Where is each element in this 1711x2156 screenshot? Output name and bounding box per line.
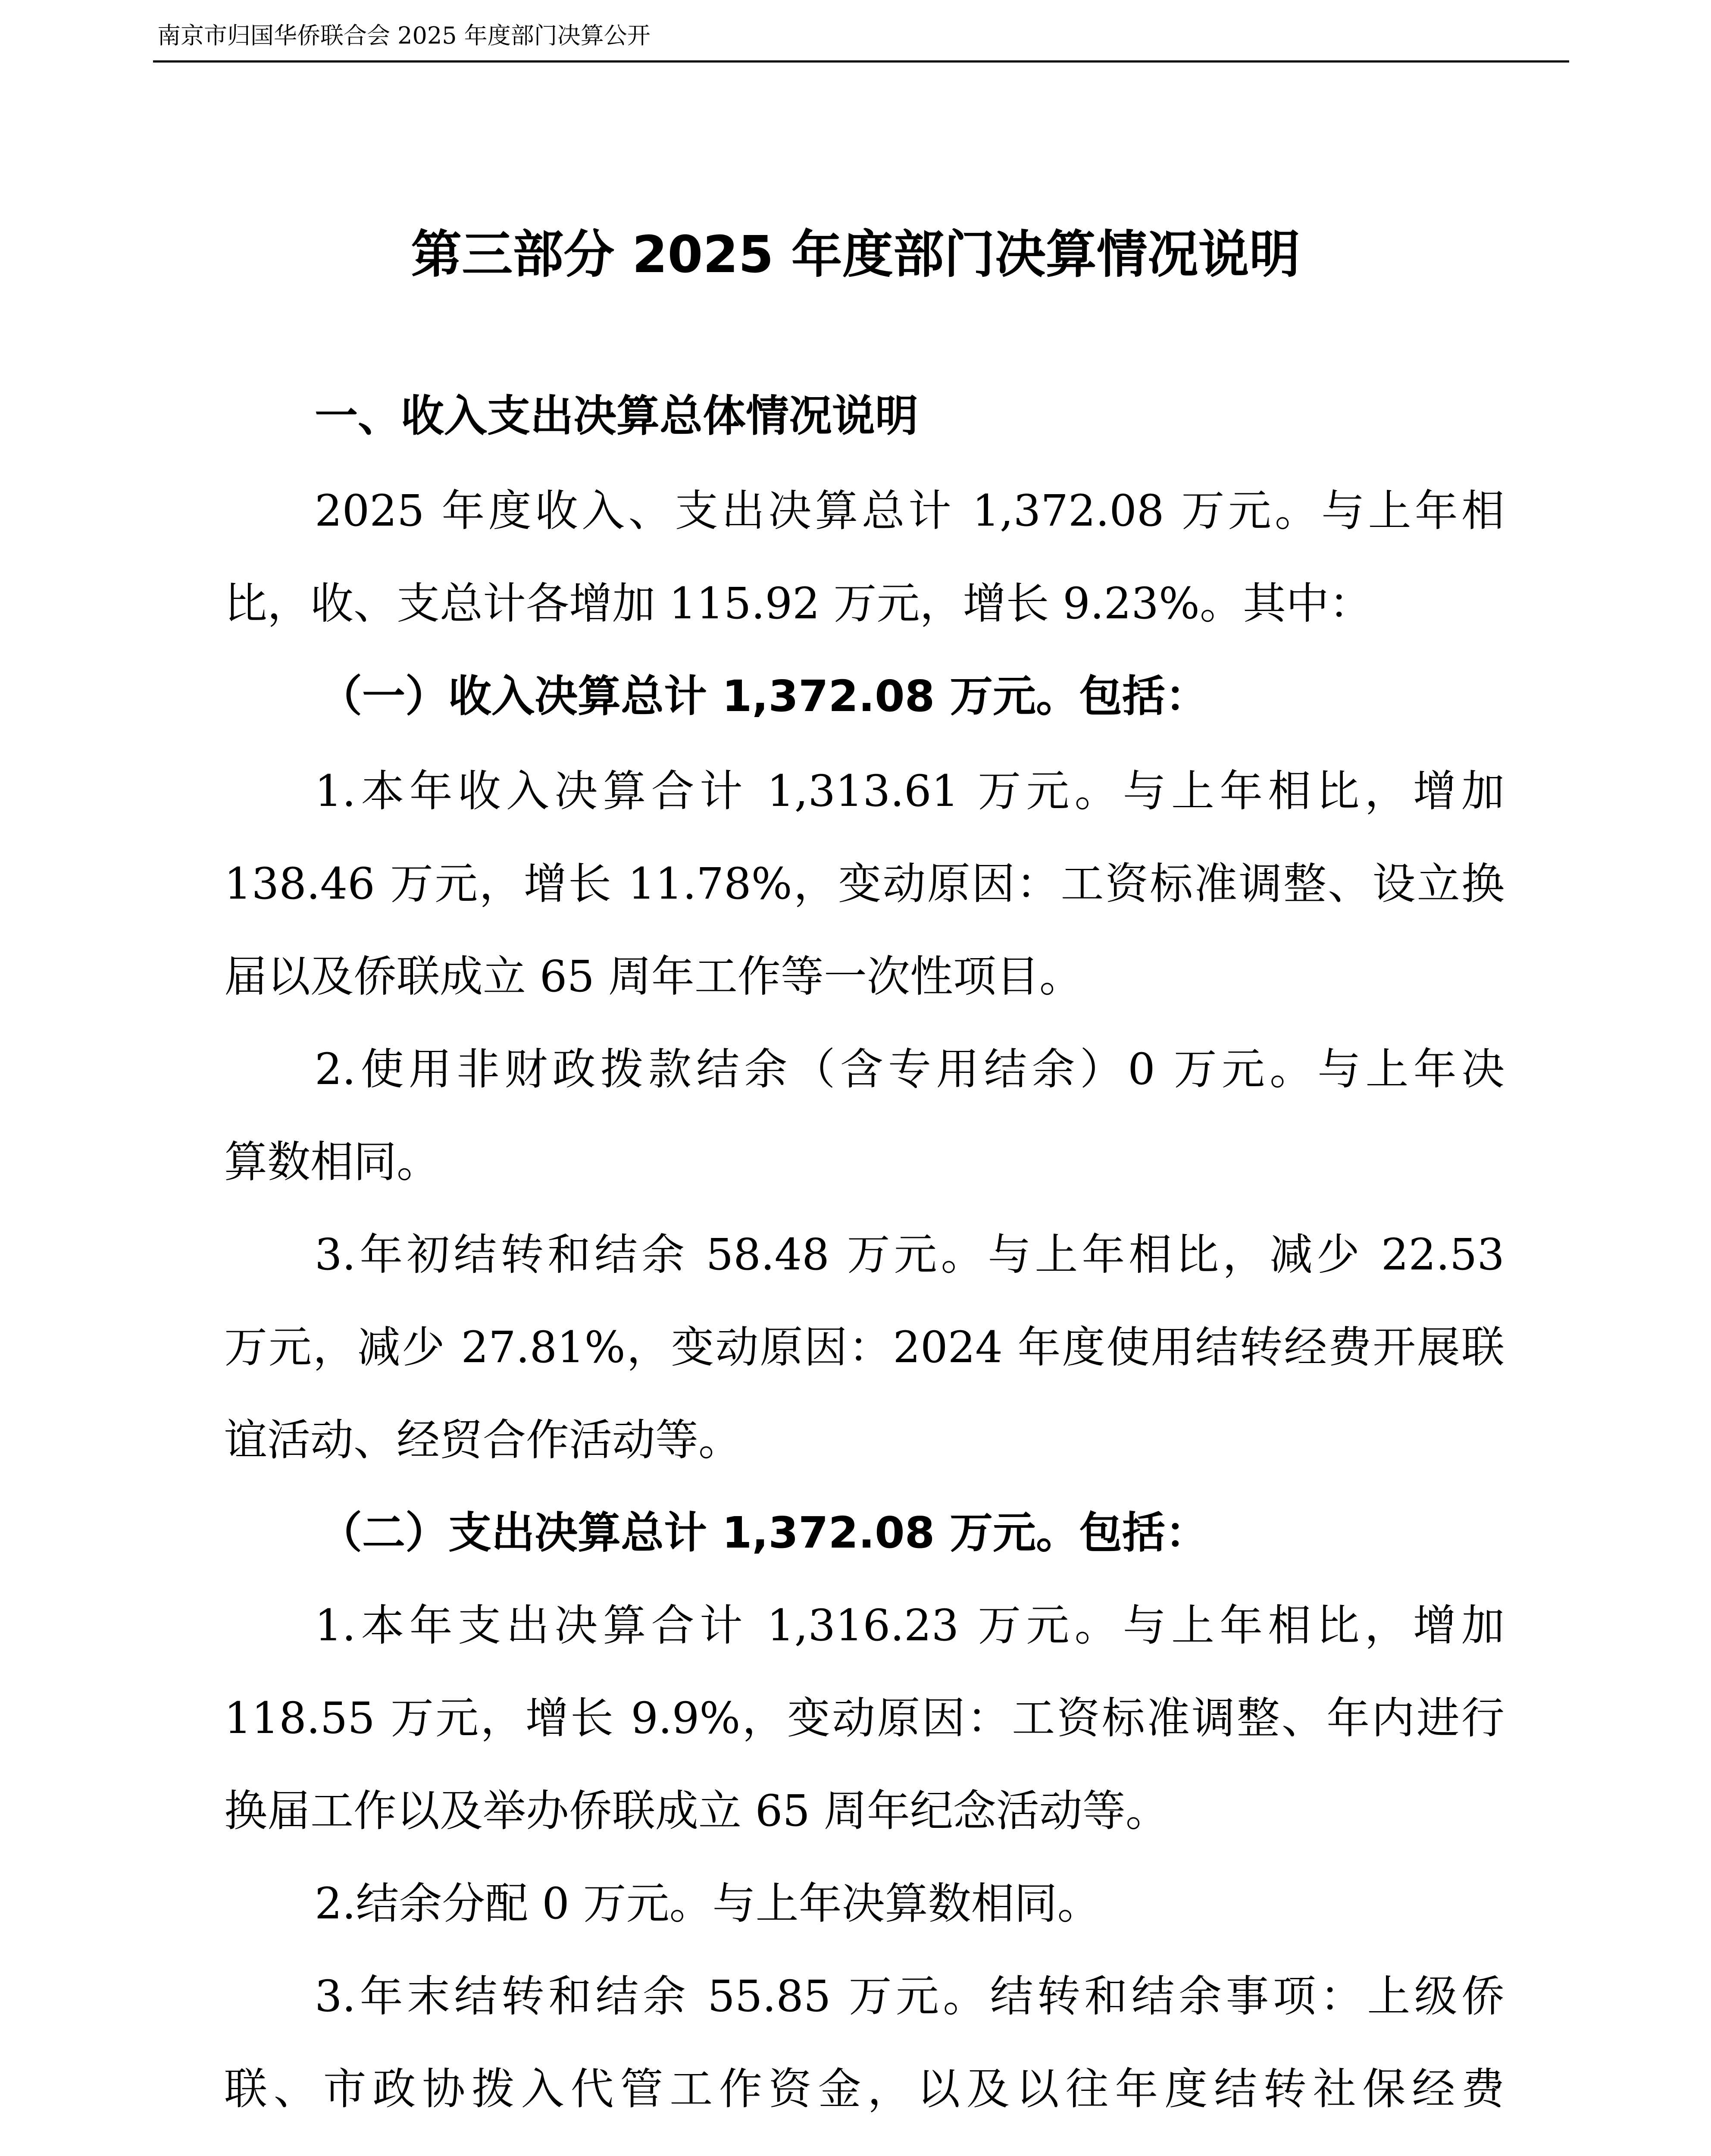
paragraph-line: 2.结余分配 0 万元。与上年决算数相同。 — [315, 1878, 1101, 1929]
paragraph-line: 1.本年支出决算合计 1,316.23 万元。与上年相比，增加 — [315, 1600, 1505, 1651]
paragraph-line — [224, 2152, 1505, 2156]
subsection-heading: （一）收入决算总计 1,372.08 万元。包括： — [319, 671, 1209, 721]
running-header: 南京市归国华侨联合会 2025 年度部门决算公开 — [157, 22, 651, 49]
paragraph-line: 2.使用非财政拨款结余（含专用结余）0 万元。与上年决 — [315, 1044, 1505, 1094]
paragraph-line: 换届工作以及举办侨联成立 65 周年纪念活动等。 — [224, 1786, 1169, 1836]
paragraph-line: 3.年初结转和结余 58.48 万元。与上年相比，减少 22.53 — [315, 1229, 1505, 1280]
paragraph-line: 2025 年度收入、支出决算总计 1,372.08 万元。与上年相 — [315, 486, 1505, 536]
header-rule — [153, 60, 1569, 63]
paragraph-line: 算数相同。 — [224, 1137, 440, 1187]
paragraph-line: 3.年末结转和结余 55.85 万元。结转和结余事项：上级侨 — [315, 1971, 1505, 2021]
paragraph-line: 谊活动、经贸合作活动等。 — [224, 1415, 741, 1465]
paragraph-line: 1.本年收入决算合计 1,313.61 万元。与上年相比，增加 — [315, 766, 1505, 816]
page-title: 第三部分 2025 年度部门决算情况说明 — [411, 225, 1300, 284]
paragraph-line: 比，收、支总计各增加 115.92 万元，增长 9.23%。其中： — [224, 578, 1372, 629]
paragraph-line: 118.55 万元，增长 9.9%，变动原因：工资标准调整、年内进行 — [224, 1693, 1505, 1743]
subsection-heading: （二）支出决算总计 1,372.08 万元。包括： — [319, 1507, 1209, 1558]
section-heading: 一、收入支出决算总体情况说明 — [315, 391, 918, 441]
paragraph-line: 届以及侨联成立 65 周年工作等一次性项目。 — [224, 951, 1082, 1002]
paragraph-line: 万元，减少 27.81%，变动原因：2024 年度使用结转经费开展联 — [224, 1322, 1505, 1373]
paragraph-line: 联、市政协拨入代管工作资金，以及以往年度结转社保经费 — [224, 2064, 1505, 2114]
paragraph-line: 138.46 万元，增长 11.78%，变动原因：工资标准调整、设立换 — [224, 859, 1505, 909]
